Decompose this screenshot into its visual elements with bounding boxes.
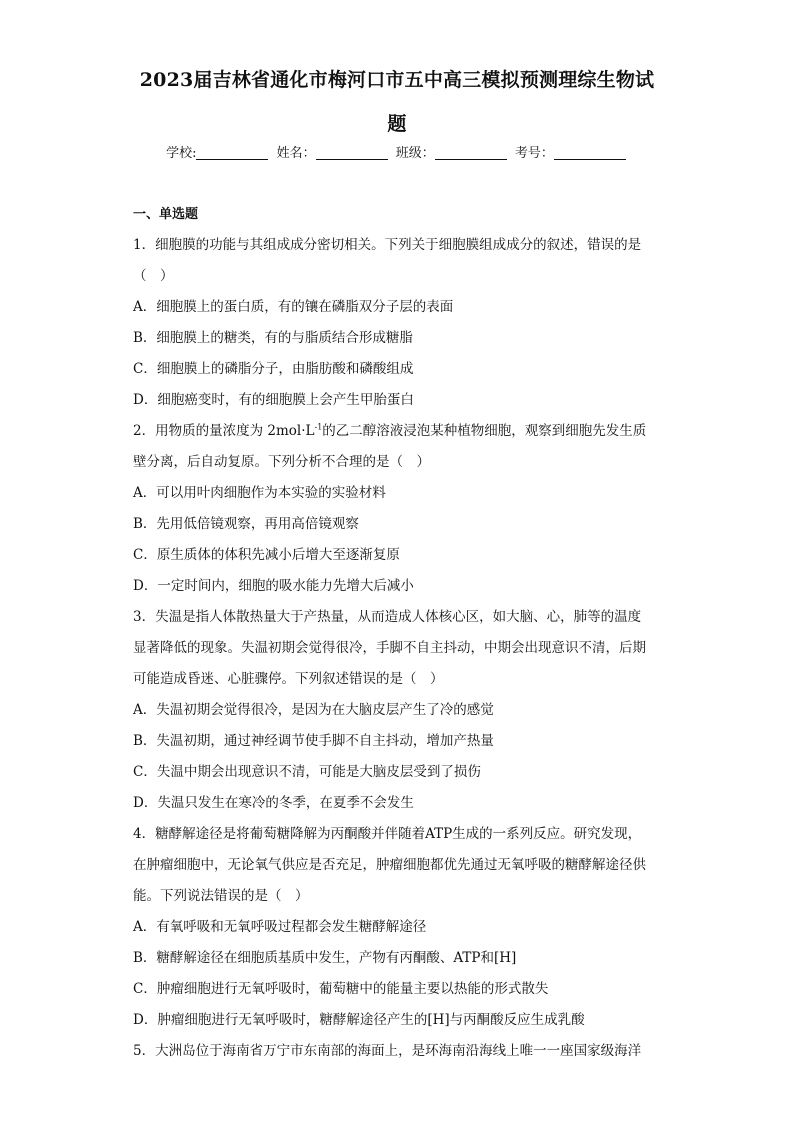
option-c: C．肿瘤细胞进行无氧呼吸时，葡萄糖中的能量主要以热能的形式散失: [133, 981, 549, 997]
question-stem-line: 1．细胞膜的功能与其组成成分密切相关。下列关于细胞膜组成成分的叙述，错误的是: [133, 237, 642, 253]
option-b: B．失温初期，通过神经调节使手脚不自主抖动，增加产热量: [133, 733, 494, 749]
option-a: A．细胞膜上的蛋白质，有的镶在磷脂双分子层的表面: [133, 299, 454, 315]
exam-title-line-2: 题: [387, 113, 407, 135]
question-stem-line: [133, 416, 663, 447]
question-stem-line: 壁分离，后自动复原。下列分析不合理的是（ ）: [133, 454, 430, 470]
stem-part-a: 2．用物质的量浓度为 2mol·L: [133, 423, 315, 439]
class-field: [396, 142, 509, 161]
section-title: 一、单选题: [133, 207, 199, 222]
question-stem-line: 在肿瘤细胞中，无论氧气供应是否充足，肿瘤细胞都优先通过无氧呼吸的糖酵解途径供: [133, 857, 646, 873]
name-blank[interactable]: [316, 145, 388, 160]
option-d: D．肿瘤细胞进行无氧呼吸时，糖酵解途径产生的[H]与丙酮酸反应生成乳酸: [133, 1012, 585, 1028]
option-b: B．糖酵解途径在细胞质基质中发生，产物有丙酮酸、ATP和[H]: [133, 950, 517, 966]
option-d: D．失温只发生在寒冷的冬季，在夏季不会发生: [133, 795, 414, 811]
name-label: 姓名：: [276, 146, 316, 161]
exam-no-field: [515, 142, 628, 161]
stem-part-b: 的乙二醇溶液浸泡某种植物细胞，观察到细胞先发生质: [322, 423, 647, 439]
option-c: C．失温中期会出现意识不清，可能是大脑皮层受到了损伤: [133, 764, 481, 780]
exam-title-line-1: 2023届吉林省通化市梅河口市五中高三模拟预测理综生物试: [139, 69, 655, 91]
school-label: 学校:: [166, 146, 197, 161]
option-c: C．原生质体的体积先减小后增大至逐渐复原: [133, 547, 400, 563]
option-c: C．细胞膜上的磷脂分子，由脂肪酸和磷酸组成: [133, 361, 414, 377]
question-stem-line: 显著降低的现象。失温初期会觉得很冷，手脚不自主抖动，中期会出现意识不清，后期: [133, 640, 646, 656]
option-a: A．有氧呼吸和无氧呼吸过程都会发生糖酵解途径: [133, 919, 427, 935]
question-list: [133, 200, 663, 1067]
option-b: B．细胞膜上的糖类，有的与脂质结合形成糖脂: [133, 330, 413, 346]
option-b: B．先用低倍镜观察，再用高倍镜观察: [133, 516, 359, 532]
question-2: [133, 416, 663, 602]
student-info-row: [0, 142, 794, 161]
question-stem-line: 5．大洲岛位于海南省万宁市东南部的海面上，是环海南沿海线上唯一一座国家级海洋: [133, 1043, 642, 1059]
exam-title: [110, 58, 684, 146]
name-field: [277, 142, 390, 161]
class-label: 班级：: [395, 146, 435, 161]
option-a: A．可以用叶肉细胞作为本实验的实验材料: [133, 485, 386, 501]
question-3: [133, 602, 663, 819]
option-a: A．失温初期会觉得很冷，是因为在大脑皮层产生了冷的感觉: [133, 702, 494, 718]
option-d: D．细胞癌变时，有的细胞膜上会产生甲胎蛋白: [133, 392, 414, 408]
school-field: [166, 142, 270, 161]
class-blank[interactable]: [435, 145, 507, 160]
question-stem-line: 可能造成昏迷、心脏骤停。下列叙述错误的是（ ）: [133, 671, 444, 687]
exam-no-label: 考号：: [514, 146, 554, 161]
question-stem-line: 3．失温是指人体散热量大于产热量，从而造成人体核心区，如大脑、心，肺等的温度: [133, 609, 642, 625]
question-stem-line: （ ）: [133, 268, 174, 284]
school-blank[interactable]: [196, 145, 268, 160]
question-stem-line: 4．糖酵解途径是将葡萄糖降解为丙酮酸并伴随着ATP生成的一系列反应。研究发现，: [133, 826, 642, 842]
question-stem-line: 能。下列说法错误的是（ ）: [133, 888, 309, 904]
exam-no-blank[interactable]: [554, 145, 626, 160]
question-1: [133, 230, 663, 416]
question-5: [133, 1036, 663, 1067]
option-d: D．一定时间内，细胞的吸水能力先增大后减小: [133, 578, 414, 594]
unit-exponent: -1: [314, 422, 323, 432]
question-4: [133, 819, 663, 1036]
